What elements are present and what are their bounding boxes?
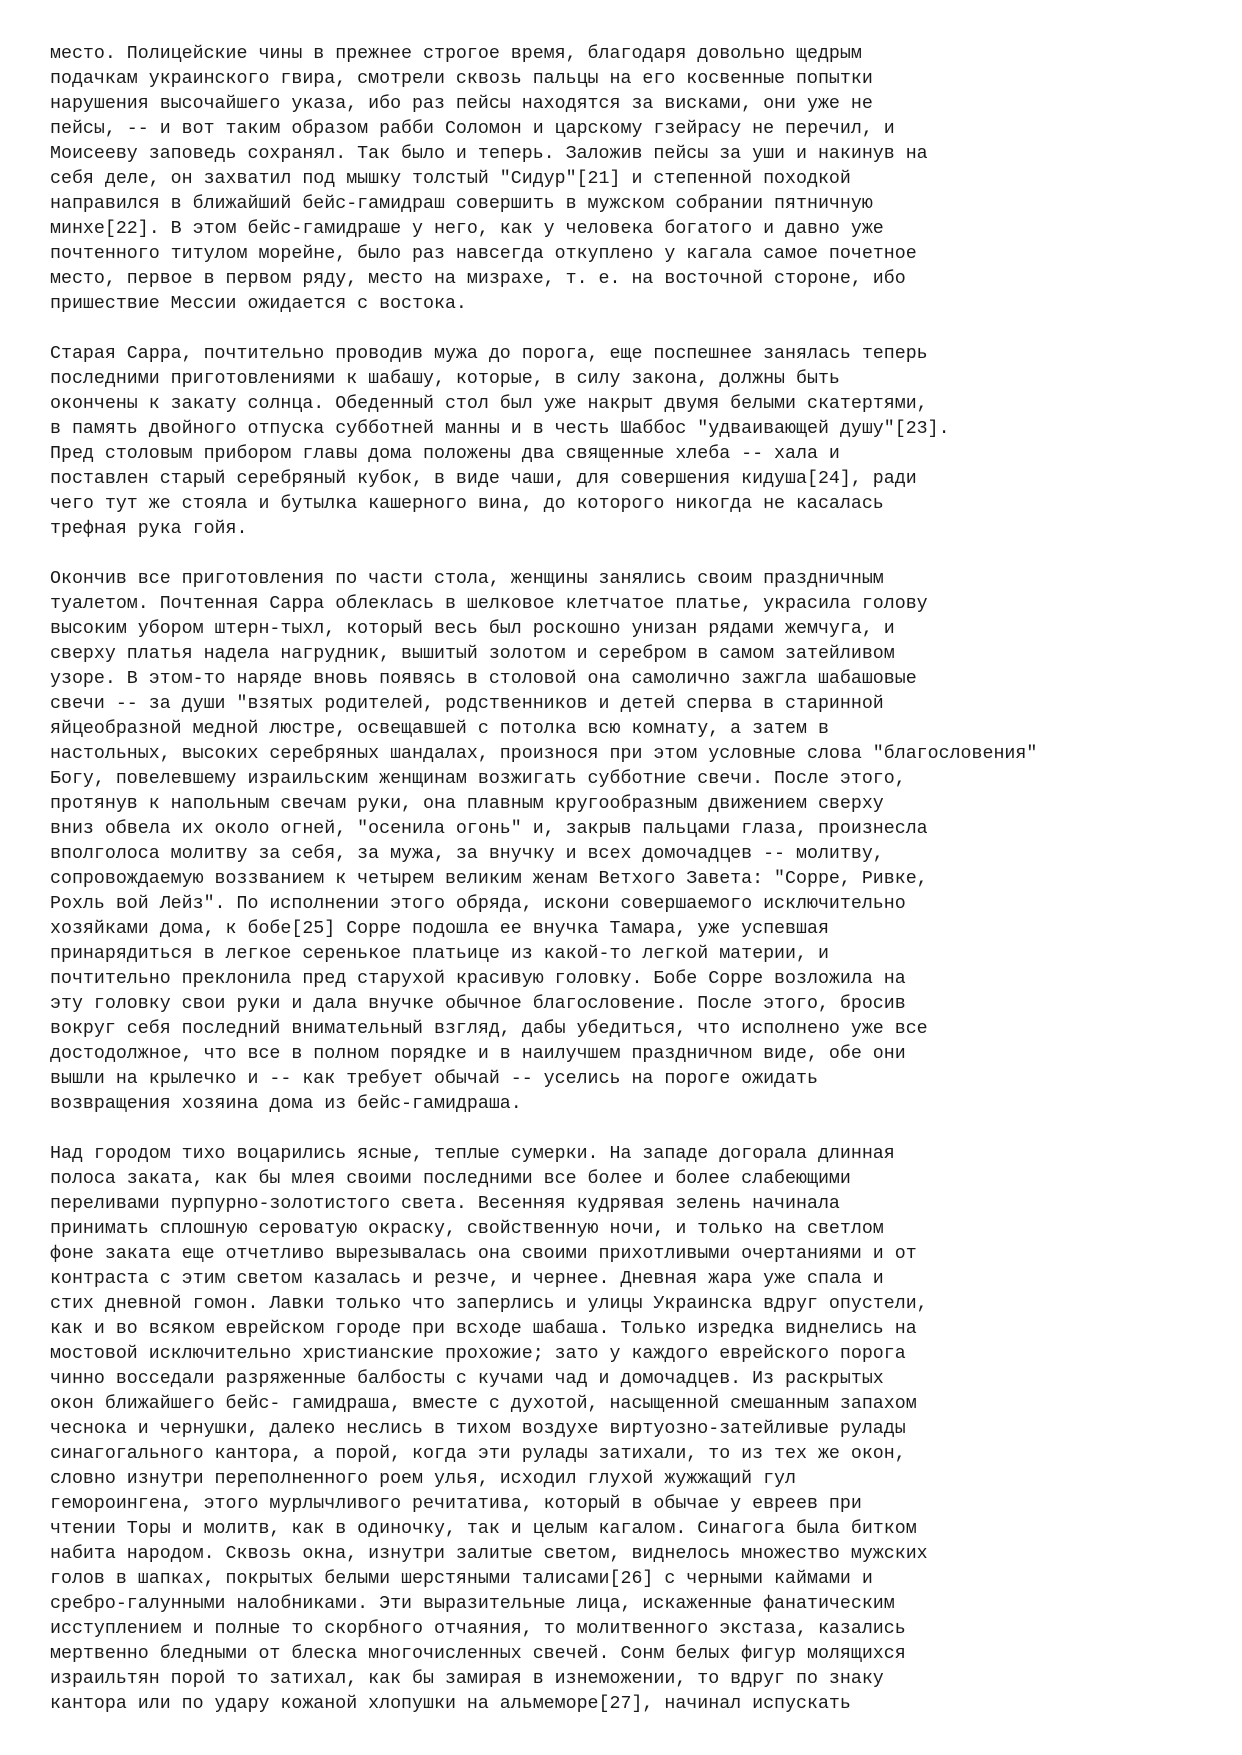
text-line: пришествие Мессии ожидается с востока. [50, 294, 467, 314]
text-line: принарядиться в легкое серенькое платьице из какой-то легкой материи, и [50, 944, 829, 964]
text-line: Моисееву заповедь сохранял. Так было и теперь. Заложив пейсы за уши и накинув на [50, 144, 928, 164]
text-line: чеснока и чернушки, далеко неслись в тихом воздухе виртуозно-затейливые рулады [50, 1419, 906, 1439]
paragraph [50, 567, 1230, 1117]
text-line: кантора или по удару кожаной хлопушки на альмеморе[27], начинал испускать [50, 1694, 851, 1714]
text-line: сребро-галунными налобниками. Эти выразительные лица, искаженные фанатическим [50, 1594, 895, 1614]
text-line: фоне заката еще отчетливо вырезывалась она своими прихотливыми очертаниями и от [50, 1244, 917, 1264]
text-line: Окончив все приготовления по части стола, женщины занялись своим праздничным [50, 569, 884, 589]
text-line: словно изнутри переполненного роем улья, исходил глухой жужжащий гул [50, 1469, 796, 1489]
text-line: Богу, повелевшему израильским женщинам возжигать субботние свечи. После этого, [50, 769, 906, 789]
text-line: туалетом. Почтенная Сарра облеклась в шелковое клетчатое платье, украсила голову [50, 594, 928, 614]
paragraph [50, 1142, 1230, 1717]
text-line: протянув к напольным свечам руки, она плавным кругообразным движением сверху [50, 794, 884, 814]
text-line: чинно восседали разряженные балбосты с кучами чад и домочадцев. Из раскрытых [50, 1369, 884, 1389]
text-line: минхе[22]. В этом бейс-гамидраше у него, как у человека богатого и давно уже [50, 219, 884, 239]
text-line: мертвенно бледными от блеска многочисленных свечей. Сонм белых фигур молящихся [50, 1644, 906, 1664]
text-line: вышли на крылечко и -- как требует обычай -- уселись на пороге ожидать [50, 1069, 818, 1089]
text-line: настольных, высоких серебряных шандалах, произнося при этом условные слова "благословения" [50, 744, 1038, 764]
text-line: сопровождаемую воззванием к четырем великим женам Ветхого Завета: "Сорре, Ривке, [50, 869, 928, 889]
text-line: Над городом тихо воцарились ясные, теплые сумерки. На западе догорала длинная [50, 1144, 895, 1164]
text-line: окон ближайшего бейс- гамидраша, вместе с духотой, насыщенной смешанным запахом [50, 1394, 917, 1414]
text-line: направился в ближайший бейс-гамидраш совершить в мужском собрании пятничную [50, 194, 873, 214]
text-line: яйцеобразной медной люстре, освещавшей с потолка всю комнату, а затем в [50, 719, 829, 739]
paragraph [50, 342, 1230, 542]
text-line: свечи -- за души "взятых родителей, родственников и детей сперва в старинной [50, 694, 884, 714]
text-line: переливами пурпурно-золотистого света. Весенняя кудрявая зелень начинала [50, 1194, 840, 1214]
text-line: полоса заката, как бы млея своими последними все более и более слабеющими [50, 1169, 851, 1189]
text-line: чего тут же стояла и бутылка кашерного вина, до которого никогда не касалась [50, 494, 884, 514]
text-line: гемороингена, этого мурлычливого речитатива, который в обычае у евреев при [50, 1494, 862, 1514]
text-line: последними приготовлениями к шабашу, которые, в силу закона, должны быть [50, 369, 840, 389]
text-line: хозяйками дома, к бобе[25] Сорре подошла ее внучка Тамара, уже успевшая [50, 919, 829, 939]
text-line: вниз обвела их около огней, "осенила огонь" и, закрыв пальцами глаза, произнесла [50, 819, 928, 839]
text-line: высоким убором штерн-тыхл, который весь был роскошно унизан рядами жемчуга, и [50, 619, 895, 639]
text-line: Старая Сарра, почтительно проводив мужа до порога, еще поспешнее занялась теперь [50, 344, 928, 364]
text-line: окончены к закату солнца. Обеденный стол был уже накрыт двумя белыми скатертями, [50, 394, 928, 414]
text-line: почтенного титулом морейне, было раз навсегда откуплено у кагала самое почетное [50, 244, 917, 264]
text-line: место. Полицейские чины в прежнее строгое время, благодаря довольно щедрым [50, 44, 862, 64]
text-line: подачкам украинского гвира, смотрели сквозь пальцы на его косвенные попытки [50, 69, 873, 89]
paragraph [50, 42, 1230, 317]
text-line: вполголоса молитву за себя, за мужа, за внучку и всех домочадцев -- молитву, [50, 844, 884, 864]
text-line: Рохль вой Лейз". По исполнении этого обряда, искони совершаемого исключительно [50, 894, 906, 914]
text-line: почтительно преклонила пред старухой красивую головку. Бобе Сорре возложила на [50, 969, 906, 989]
text-line: вокруг себя последний внимательный взгляд, дабы убедиться, что исполнено уже все [50, 1019, 928, 1039]
text-line: узоре. В этом-то наряде вновь появясь в столовой она самолично зажгла шабашовые [50, 669, 917, 689]
text-line: мостовой исключительно христианские прохожие; зато у каждого еврейского порога [50, 1344, 906, 1364]
text-line: поставлен старый серебряный кубок, в виде чаши, для совершения кидуша[24], ради [50, 469, 917, 489]
text-line: набита народом. Сквозь окна, изнутри залитые светом, виднелось множество мужских [50, 1544, 928, 1564]
text-line: израильтян порой то затихал, как бы замирая в изнеможении, то вдруг по знаку [50, 1669, 884, 1689]
text-line: сверху платья надела нагрудник, вышитый золотом и серебром в самом затейливом [50, 644, 895, 664]
text-line: голов в шапках, покрытых белыми шерстяными талисами[26] с черными каймами и [50, 1569, 873, 1589]
text-line: трефная рука гойя. [50, 519, 248, 539]
text-line: контраста с этим светом казалась и резче, и чернее. Дневная жара уже спала и [50, 1269, 884, 1289]
text-line: место, первое в первом ряду, место на мизрахе, т. е. на восточной стороне, ибо [50, 269, 906, 289]
text-line: в память двойного отпуска субботней манны и в честь Шаббос "удваивающей душу"[23]. [50, 419, 950, 439]
text-line: нарушения высочайшего указа, ибо раз пейсы находятся за висками, они уже не [50, 94, 873, 114]
document-page [50, 42, 1230, 1742]
text-line: чтении Торы и молитв, как в одиночку, так и целым кагалом. Синагога была битком [50, 1519, 917, 1539]
text-line: исступлением и полные то скорбного отчаяния, то молитвенного экстаза, казались [50, 1619, 906, 1639]
text-line: как и во всяком еврейском городе при всходе шабаша. Только изредка виднелись на [50, 1319, 917, 1339]
text-line: синагогального кантора, а порой, когда эти рулады затихали, то из тех же окон, [50, 1444, 906, 1464]
text-line: себя деле, он захватил под мышку толстый "Сидур"[21] и степенной походкой [50, 169, 851, 189]
text-line: принимать сплошную сероватую окраску, свойственную ночи, и только на светлом [50, 1219, 884, 1239]
text-line: достодолжное, что все в полном порядке и в наилучшем праздничном виде, обе они [50, 1044, 906, 1064]
text-line: возвращения хозяина дома из бейс-гамидраша. [50, 1094, 522, 1114]
text-line: стих дневной гомон. Лавки только что заперлись и улицы Украинска вдруг опустели, [50, 1294, 928, 1314]
text-line: Пред столовым прибором главы дома положены два священные хлеба -- хала и [50, 444, 840, 464]
text-line: пейсы, -- и вот таким образом рабби Соломон и царскому гзейрасу не перечил, и [50, 119, 895, 139]
text-line: эту головку свои руки и дала внучке обычное благословение. После этого, бросив [50, 994, 906, 1014]
